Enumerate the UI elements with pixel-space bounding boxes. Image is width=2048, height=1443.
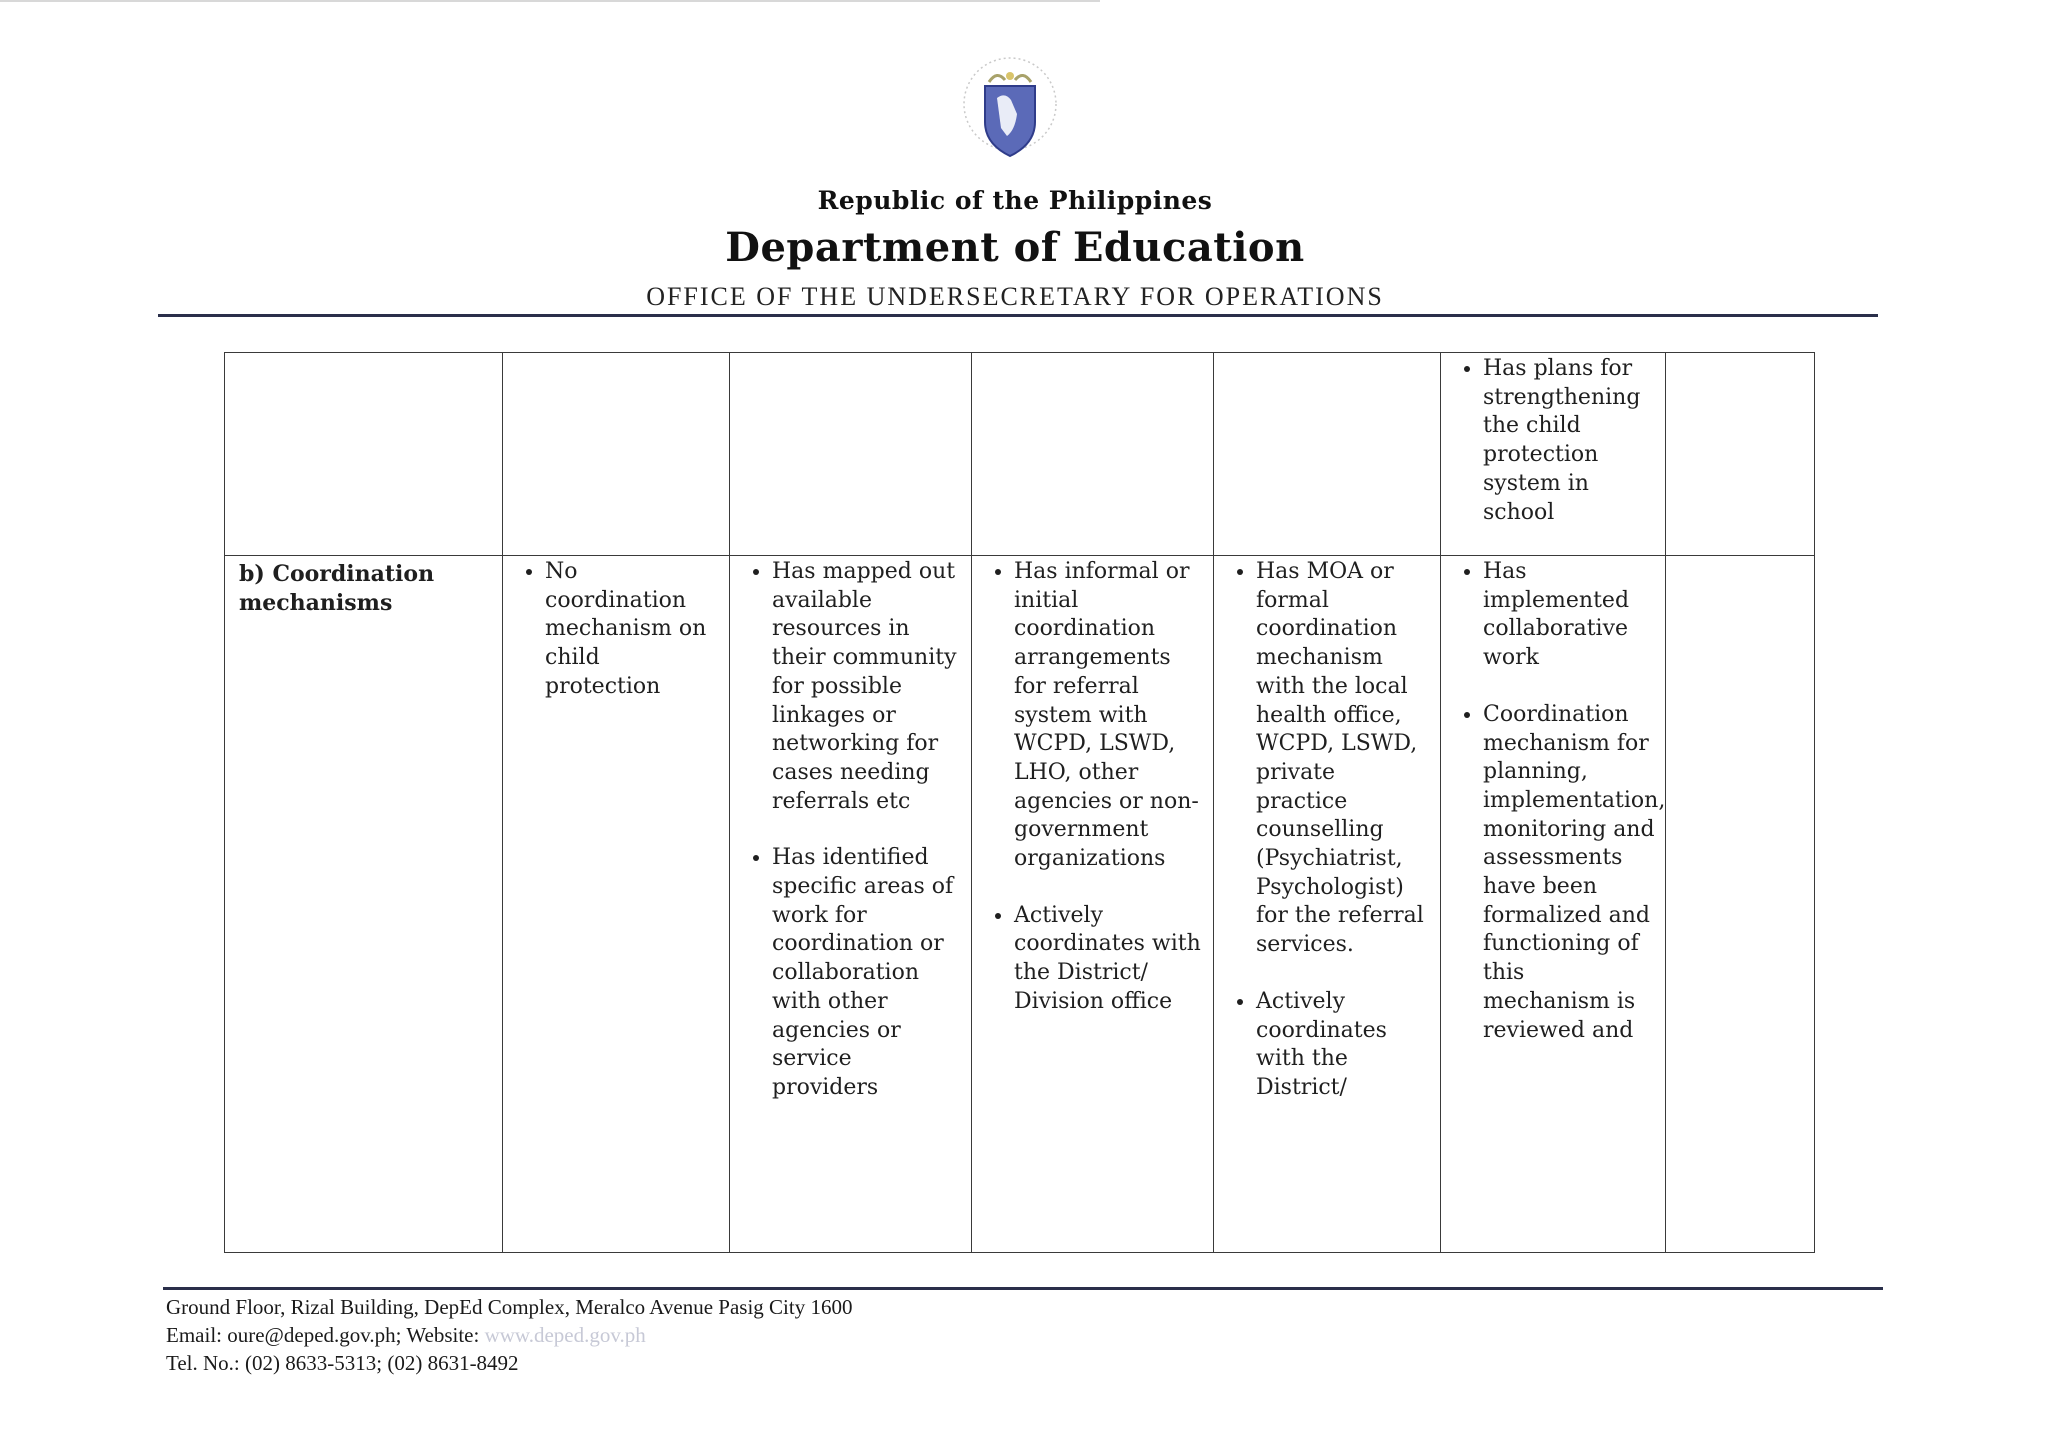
table-cell [972, 556, 1214, 1253]
table-cell [1214, 556, 1441, 1253]
table-cell [503, 556, 730, 1253]
header-rule [158, 314, 1878, 317]
table-cell [1441, 556, 1666, 1253]
indicator-list [1451, 558, 1666, 1045]
header-department: Department of Education [725, 224, 1305, 271]
table-cell [503, 353, 730, 556]
table-cell [1214, 353, 1441, 556]
indicator-list [1224, 558, 1432, 1103]
table-cell [1666, 556, 1815, 1253]
table-cell [225, 353, 503, 556]
footer-rule [163, 1287, 1883, 1290]
indicator-list [740, 558, 963, 1103]
deped-seal-icon [945, 52, 1075, 164]
indicator-list [1451, 355, 1657, 527]
footer-address: Ground Floor, Rizal Building, DepEd Complex, Meralco Avenue Pasig City 1600 [166, 1295, 853, 1319]
table-row [225, 353, 1815, 556]
header-office: OFFICE OF THE UNDERSECRETARY FOR OPERATIONS [646, 282, 1384, 311]
table-row [225, 556, 1815, 1253]
indicator-list [513, 558, 721, 702]
table-cell [972, 353, 1214, 556]
list-item: • Has plans for strengthening the child protection system in school [1483, 355, 1657, 527]
footer-website-link[interactable]: www.deped.gov.ph [484, 1323, 646, 1347]
footer-email: Email: oure@deped.gov.ph; Website: [166, 1323, 485, 1347]
table-cell [1441, 353, 1666, 556]
list-item: • Has informal or initial coordination arrangements for referral system with WCPD, LSWD, LHO, other agencies or non-government organizations [1014, 558, 1205, 874]
table-cell [730, 353, 972, 556]
list-item: • Has implemented collaborative work [1483, 558, 1657, 673]
list-item: • Has mapped out available resources in their community for possible linkages or networking for cases needing referrals etc [772, 558, 963, 816]
list-item: • Actively coordinates with the District/ [1256, 988, 1432, 1103]
header-republic: Republic of the Philippines [817, 186, 1213, 215]
indicator-list [982, 558, 1205, 1017]
list-item: • Has MOA or formal coordination mechanism with the local health office, WCPD, LSWD, private practice counselling (Psychiatrist, Psychologist) for the referral services. [1256, 558, 1432, 960]
footer-contact [166, 1321, 852, 1349]
footer [166, 1293, 852, 1377]
footer-tel: Tel. No.: (02) 8633-5313; (02) 8631-8492 [166, 1351, 519, 1375]
list-item: • Has identified specific areas of work for coordination or collaboration with other agencies or service providers [772, 844, 963, 1102]
criterion-cell: b) Coordination mechanisms [225, 556, 503, 1253]
list-item: • Actively coordinates with the District/ Division office [1014, 902, 1205, 1017]
scan-edge-line [0, 0, 1100, 2]
table-cell [730, 556, 972, 1253]
table-cell [1666, 353, 1815, 556]
assessment-table [224, 352, 1815, 1253]
list-item: • No coordination mechanism on child protection [545, 558, 721, 702]
list-item: • Coordination mechanism for planning, implementation, monitoring and assessments have been formalized and functioning of this mechanism is reviewed and [1483, 701, 1657, 1045]
